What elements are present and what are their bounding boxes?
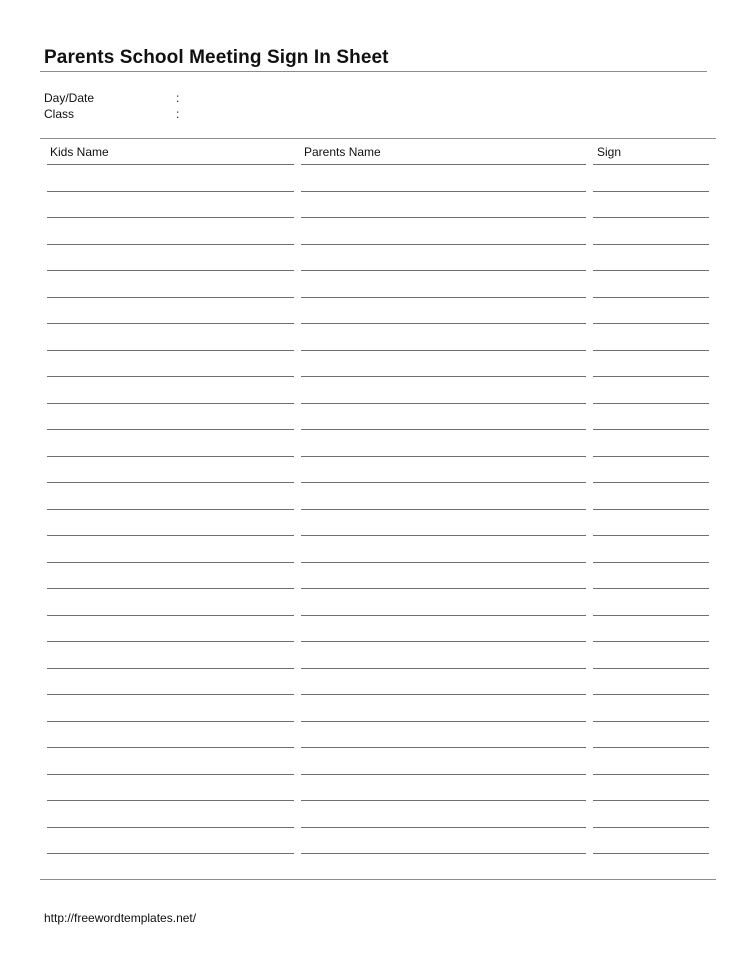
- row-line-sign: [593, 191, 709, 192]
- row-line-parents-name: [301, 350, 586, 351]
- row-line-sign: [593, 376, 709, 377]
- header-underline-kids-name: [47, 164, 294, 165]
- row-line-parents-name: [301, 562, 586, 563]
- row-line-sign: [593, 747, 709, 748]
- row-line-kids-name: [47, 694, 294, 695]
- row-line-parents-name: [301, 429, 586, 430]
- row-line-parents-name: [301, 217, 586, 218]
- row-line-parents-name: [301, 456, 586, 457]
- row-line-kids-name: [47, 403, 294, 404]
- row-line-parents-name: [301, 509, 586, 510]
- row-line-parents-name: [301, 641, 586, 642]
- row-line-sign: [593, 217, 709, 218]
- class-label: Class: [44, 107, 75, 121]
- row-line-kids-name: [47, 827, 294, 828]
- column-header-sign: Sign: [597, 145, 622, 159]
- row-line-sign: [593, 668, 709, 669]
- row-line-kids-name: [47, 668, 294, 669]
- row-line-kids-name: [47, 615, 294, 616]
- row-line-sign: [593, 429, 709, 430]
- class-colon: :: [176, 107, 180, 121]
- row-line-kids-name: [47, 641, 294, 642]
- header-underline-sign: [593, 164, 709, 165]
- row-line-sign: [593, 641, 709, 642]
- row-line-parents-name: [301, 482, 586, 483]
- sheet-title: Parents School Meeting Sign In Sheet: [44, 47, 389, 68]
- table-top-divider: [40, 138, 716, 139]
- row-line-parents-name: [301, 615, 586, 616]
- row-line-kids-name: [47, 853, 294, 854]
- row-line-sign: [593, 721, 709, 722]
- row-line-parents-name: [301, 297, 586, 298]
- row-line-sign: [593, 350, 709, 351]
- row-line-kids-name: [47, 191, 294, 192]
- footer-url: http://freewordtemplates.net/: [44, 911, 197, 925]
- row-line-sign: [593, 403, 709, 404]
- row-line-kids-name: [47, 429, 294, 430]
- row-line-sign: [593, 694, 709, 695]
- row-line-kids-name: [47, 456, 294, 457]
- row-line-sign: [593, 562, 709, 563]
- row-line-kids-name: [47, 376, 294, 377]
- row-line-parents-name: [301, 191, 586, 192]
- row-line-sign: [593, 270, 709, 271]
- row-line-sign: [593, 853, 709, 854]
- row-line-sign: [593, 588, 709, 589]
- row-line-parents-name: [301, 800, 586, 801]
- row-line-sign: [593, 297, 709, 298]
- row-line-sign: [593, 482, 709, 483]
- row-line-kids-name: [47, 217, 294, 218]
- title-divider: [40, 71, 707, 72]
- row-line-parents-name: [301, 535, 586, 536]
- row-line-parents-name: [301, 244, 586, 245]
- row-line-kids-name: [47, 482, 294, 483]
- header-underline-parents-name: [301, 164, 586, 165]
- row-line-kids-name: [47, 323, 294, 324]
- row-line-parents-name: [301, 376, 586, 377]
- row-line-sign: [593, 535, 709, 536]
- row-line-parents-name: [301, 827, 586, 828]
- row-line-kids-name: [47, 509, 294, 510]
- row-line-kids-name: [47, 244, 294, 245]
- day-date-label: Day/Date: [44, 91, 95, 105]
- row-line-kids-name: [47, 270, 294, 271]
- row-line-parents-name: [301, 694, 586, 695]
- row-line-kids-name: [47, 562, 294, 563]
- column-header-kids-name: Kids Name: [50, 145, 109, 159]
- column-header-parents-name: Parents Name: [304, 145, 381, 159]
- row-line-kids-name: [47, 747, 294, 748]
- row-line-sign: [593, 456, 709, 457]
- row-line-sign: [593, 800, 709, 801]
- row-line-sign: [593, 244, 709, 245]
- row-line-parents-name: [301, 853, 586, 854]
- row-line-parents-name: [301, 403, 586, 404]
- row-line-kids-name: [47, 588, 294, 589]
- row-line-sign: [593, 323, 709, 324]
- table-bottom-divider: [40, 879, 716, 880]
- row-line-sign: [593, 774, 709, 775]
- row-line-sign: [593, 827, 709, 828]
- row-line-parents-name: [301, 588, 586, 589]
- row-line-kids-name: [47, 721, 294, 722]
- row-line-parents-name: [301, 668, 586, 669]
- row-line-sign: [593, 615, 709, 616]
- row-line-sign: [593, 509, 709, 510]
- day-date-colon: :: [176, 91, 180, 105]
- row-line-parents-name: [301, 774, 586, 775]
- row-line-parents-name: [301, 323, 586, 324]
- row-line-parents-name: [301, 270, 586, 271]
- row-line-kids-name: [47, 774, 294, 775]
- row-line-parents-name: [301, 747, 586, 748]
- row-line-kids-name: [47, 297, 294, 298]
- row-line-kids-name: [47, 535, 294, 536]
- row-line-kids-name: [47, 800, 294, 801]
- row-line-parents-name: [301, 721, 586, 722]
- row-line-kids-name: [47, 350, 294, 351]
